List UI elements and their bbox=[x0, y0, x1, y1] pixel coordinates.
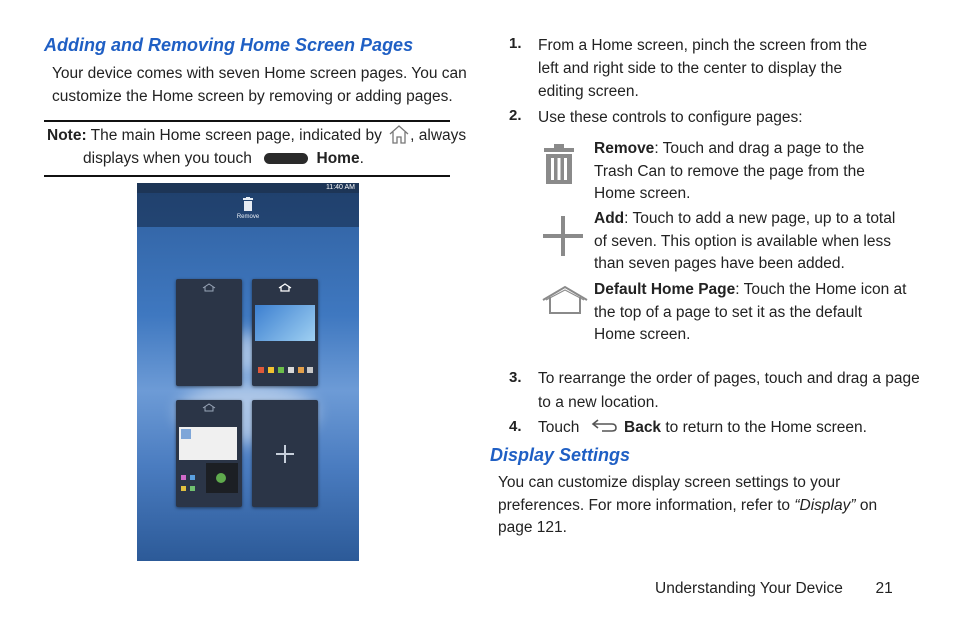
control-add-desc bbox=[594, 208, 895, 276]
note-block bbox=[47, 125, 467, 170]
control-line: Home screen. bbox=[594, 326, 691, 343]
note-text: displays when you touch bbox=[83, 149, 252, 167]
step-line: left and right side to the center to display the bbox=[538, 60, 843, 77]
step-line: To rearrange the order of pages, touch and drag a page bbox=[538, 370, 920, 387]
step-number: 4. bbox=[509, 418, 522, 435]
section-title: Adding and Removing Home Screen Pages bbox=[44, 35, 414, 55]
plus-icon bbox=[275, 444, 295, 464]
app-icon bbox=[181, 475, 186, 480]
phone-screenshot bbox=[137, 183, 359, 561]
app-icon bbox=[307, 367, 313, 373]
home-outline-icon bbox=[202, 283, 216, 292]
status-time: 11:40 AM bbox=[325, 184, 355, 191]
step-number: 2. bbox=[509, 107, 522, 124]
display-line: page 121. bbox=[498, 519, 567, 536]
control-line: : Touch to add a new page, up to a total bbox=[624, 210, 896, 227]
step-number: 1. bbox=[509, 35, 522, 52]
trash-can-icon bbox=[543, 144, 575, 184]
status-bar bbox=[137, 183, 359, 193]
back-icon bbox=[590, 417, 618, 433]
footer-chapter: Understanding Your Device bbox=[655, 580, 843, 597]
app-icon bbox=[258, 367, 264, 373]
display-cross-reference-link[interactable]: “Display” bbox=[794, 496, 856, 514]
note-label: Note: bbox=[47, 127, 87, 144]
display-settings-title: Display Settings bbox=[490, 445, 631, 465]
control-term: Default Home Page bbox=[594, 281, 736, 298]
home-page-thumbnail[interactable] bbox=[176, 279, 242, 386]
display-settings-paragraph bbox=[498, 472, 877, 540]
intro-line: customize the Home screen by removing or adding pages. bbox=[52, 87, 453, 105]
home-outline-icon bbox=[541, 285, 589, 315]
clock-widget bbox=[255, 305, 315, 341]
add-page-thumbnail[interactable] bbox=[252, 400, 318, 507]
main-home-page-thumbnail[interactable] bbox=[252, 279, 318, 386]
app-icon bbox=[278, 367, 284, 373]
note-text: The main Home screen page, indicated by bbox=[90, 127, 382, 144]
step-line: to a new location. bbox=[538, 394, 659, 411]
control-term: Add bbox=[594, 210, 625, 227]
app-icon bbox=[190, 475, 195, 480]
app-icon bbox=[181, 486, 186, 491]
control-line: the top of a page to set it as the default bbox=[594, 303, 862, 321]
app-icon bbox=[298, 367, 304, 373]
home-outline-icon bbox=[388, 123, 410, 145]
remove-label: Remove bbox=[236, 214, 260, 220]
intro-paragraph bbox=[52, 63, 467, 108]
email-app-icon bbox=[181, 429, 191, 439]
step-line: Use these controls to configure pages: bbox=[538, 109, 803, 126]
step-line: From a Home screen, pinch the screen from the bbox=[538, 37, 868, 54]
back-key-label: Back bbox=[624, 419, 662, 436]
intro-line: Your device comes with seven Home screen pages. You can bbox=[52, 65, 467, 82]
control-line: Trash Can to remove the page from the bbox=[594, 162, 865, 180]
app-icon bbox=[268, 367, 274, 373]
app-icon bbox=[288, 367, 294, 373]
display-line: You can customize display screen settings to your bbox=[498, 474, 841, 491]
home-filled-icon bbox=[278, 283, 292, 292]
step-text bbox=[538, 106, 803, 129]
step-line: editing screen. bbox=[538, 83, 639, 100]
step-number: 3. bbox=[509, 369, 522, 386]
control-line: : Touch the Home icon at bbox=[735, 281, 907, 298]
note-bottom-rule bbox=[44, 175, 450, 177]
control-line: : Touch and drag a page to the bbox=[654, 140, 865, 157]
media-icon bbox=[216, 473, 226, 483]
remove-bar[interactable] bbox=[137, 193, 359, 227]
home-outline-icon bbox=[202, 403, 216, 412]
plus-icon bbox=[543, 216, 583, 256]
step-text bbox=[538, 34, 867, 103]
step-text bbox=[538, 416, 867, 439]
display-line: preferences. For more information, refer to bbox=[498, 496, 791, 514]
home-key-label: Home bbox=[316, 149, 360, 167]
control-line: than seven pages have been added. bbox=[594, 255, 845, 272]
step-rest: to return to the Home screen. bbox=[665, 419, 867, 436]
trash-icon bbox=[242, 197, 254, 211]
control-line: of seven. This option is available when less bbox=[594, 232, 891, 250]
display-line: on bbox=[859, 496, 878, 514]
control-term: Remove bbox=[594, 140, 655, 157]
control-default-home-desc bbox=[594, 279, 906, 347]
footer-page-number: 21 bbox=[875, 580, 893, 597]
control-remove-desc bbox=[594, 138, 865, 206]
note-text: . bbox=[359, 149, 364, 167]
note-top-rule bbox=[44, 120, 450, 122]
footer bbox=[655, 578, 893, 601]
note-text: , always bbox=[410, 127, 467, 144]
home-key-icon bbox=[264, 153, 308, 164]
app-icon bbox=[190, 486, 195, 491]
step-touch: Touch bbox=[538, 419, 580, 436]
home-page-thumbnail[interactable] bbox=[176, 400, 242, 507]
step-text bbox=[538, 367, 920, 415]
control-line: Home screen. bbox=[594, 185, 691, 202]
